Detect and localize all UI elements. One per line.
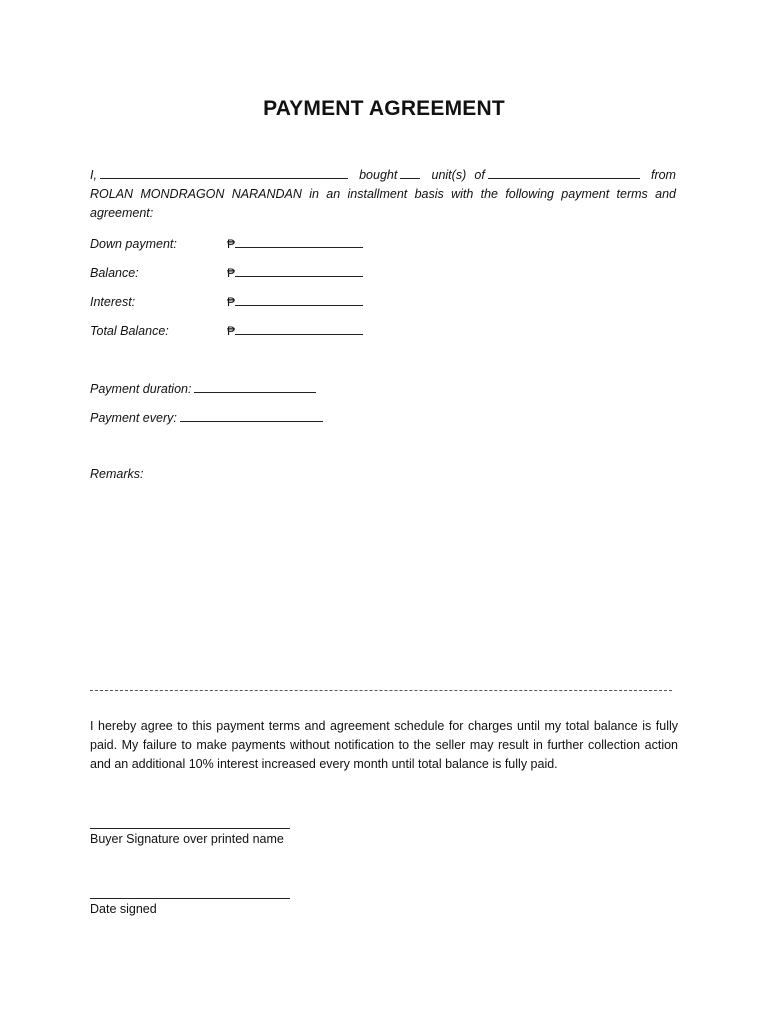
buyer-name-blank[interactable] xyxy=(100,166,348,179)
signature-label: Buyer Signature over printed name xyxy=(90,832,284,846)
term-value-blank[interactable] xyxy=(235,322,363,335)
cut-line-divider xyxy=(90,690,672,691)
payment-every-blank[interactable] xyxy=(180,409,323,422)
agreement-text: I hereby agree to this payment terms and agreement schedule for charges until my total balance is fully paid. My failure to make payments without notification to the seller may result in further collection action and an additional 10% interest increased every month until total balance is fully paid. xyxy=(90,719,678,771)
intro-seller-line: ROLAN MONDRAGON NARANDAN in an installment basis with the following payment terms and agreement: xyxy=(90,187,676,220)
term-row-balance xyxy=(90,264,366,282)
term-label: Total Balance: xyxy=(90,324,169,338)
intro-paragraph xyxy=(90,166,676,223)
peso-sign: ₱ xyxy=(227,266,236,280)
peso-sign: ₱ xyxy=(227,237,236,251)
signature-line[interactable] xyxy=(90,828,290,829)
term-value-blank[interactable] xyxy=(235,235,363,248)
term-value-blank[interactable] xyxy=(235,293,363,306)
term-label: Interest: xyxy=(90,295,136,309)
intro-units-of: unit(s) of xyxy=(431,168,485,182)
payment-every-row xyxy=(90,409,326,427)
peso-sign: ₱ xyxy=(227,324,236,338)
intro-from: from xyxy=(650,168,676,182)
unit-count-blank[interactable] xyxy=(400,166,420,179)
term-label: Down payment: xyxy=(90,237,177,251)
payment-duration-blank[interactable] xyxy=(194,380,316,393)
date-label: Date signed xyxy=(90,902,157,916)
term-row-interest xyxy=(90,293,366,311)
payment-duration-row xyxy=(90,380,319,398)
term-value-blank[interactable] xyxy=(235,264,363,277)
term-label: Balance: xyxy=(90,266,139,280)
remarks-label: Remarks: xyxy=(90,467,144,481)
date-line[interactable] xyxy=(90,898,290,899)
peso-sign: ₱ xyxy=(227,295,236,309)
term-row-down-payment xyxy=(90,235,366,253)
term-row-total-balance xyxy=(90,322,366,340)
intro-pronoun: I, xyxy=(90,168,97,182)
item-blank[interactable] xyxy=(488,166,640,179)
document-title: PAYMENT AGREEMENT xyxy=(263,97,505,120)
payment-every-label: Payment every: xyxy=(90,411,177,425)
intro-bought: bought xyxy=(359,168,398,182)
payment-duration-label: Payment duration: xyxy=(90,382,192,396)
